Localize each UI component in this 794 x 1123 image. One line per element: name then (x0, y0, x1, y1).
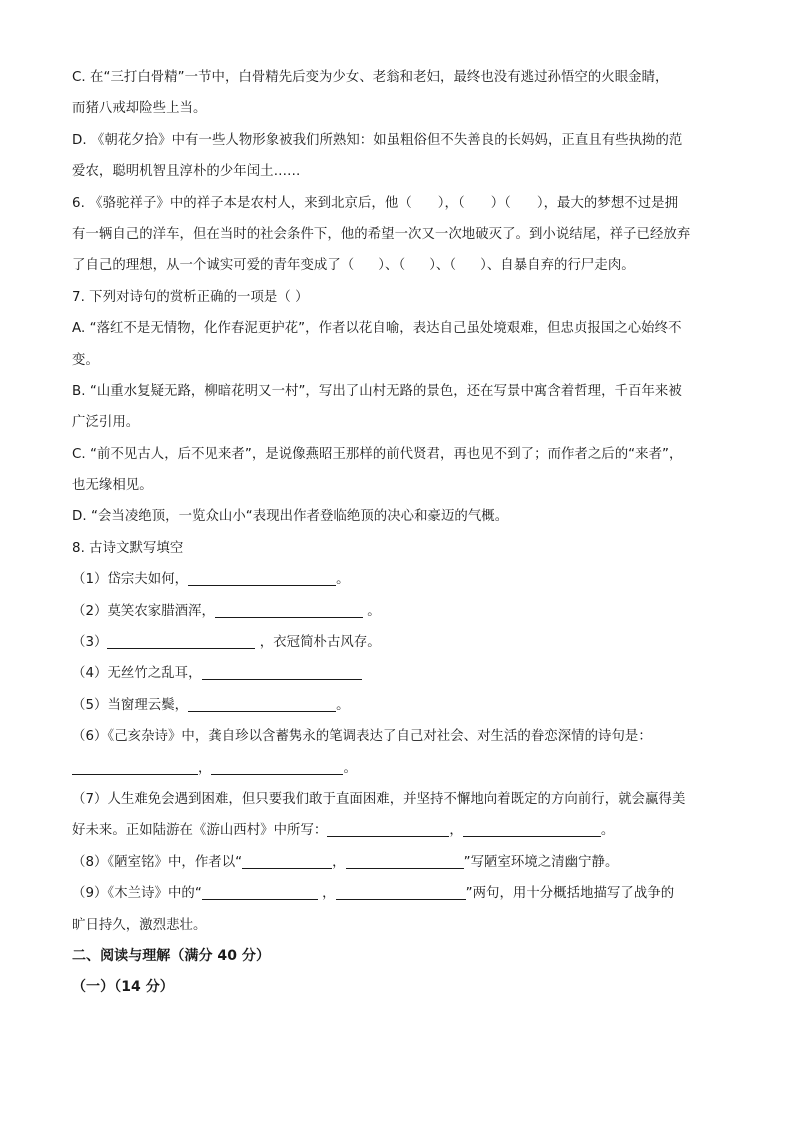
fill-item-6-line1: （6）《己亥杂诗》中，龚自珍以含蓄隽永的笔调表达了自己对社会、对生活的眷恋深情的诗句是： (72, 729, 652, 745)
option-d-line2: 爱农，聪明机智且淳朴的少年闰土…… (72, 164, 301, 180)
option-c-line2: 而猪八戒却险些上当。 (72, 101, 207, 117)
option-7d-line1: D. “会当凌绝顶，一览众山小“表现出作者登临绝顶的决心和豪迈的气概。 (72, 509, 509, 525)
question-6-line1: 6. 《骆驼祥子》中的祥子本是农村人，来到北京后，他（ ），（ ）（ ），最大的梦想不过是拥 (72, 195, 679, 211)
answer-blank[interactable] (346, 854, 464, 869)
question-8-title: 8. 古诗文默写填空 (72, 540, 184, 556)
fill-item-9-line2: 旷日持久，激烈悲壮。 (72, 917, 207, 933)
option-7b-line2: 广泛引用。 (72, 415, 140, 431)
answer-blank[interactable] (188, 571, 336, 586)
fill-item-7-line2: 好未来。正如陆游在《游山西村》中所写： ， 。 (72, 823, 615, 839)
option-d-line1: D. 《朝花夕拾》中有一些人物形象被我们所熟知：如虽粗俗但不失善良的长妈妈，正直且有些执拗的范 (72, 132, 683, 148)
fill-item-9-line1: （9）《木兰诗》中的“ ， ”两句，用十分概括地描写了战争的 (72, 886, 675, 902)
question-6-line2: 有一辆自己的洋车，但在当时的社会条件下，他的希望一次又一次地破灭了。到小说结尾，祥子已经放弃 (72, 226, 691, 242)
option-7a-line1: A. “落红不是无情物，化作春泥更护花”，作者以花自喻，表达自己虽处境艰难，但忠贞报国之心始终不 (72, 321, 682, 337)
question-6-line3: 了自己的理想，从一个诚实可爱的青年变成了（ ）、（ ）、（ ）、自暴自弃的行尸走肉。 (72, 258, 635, 274)
answer-blank[interactable] (215, 603, 363, 618)
answer-blank[interactable] (107, 634, 255, 649)
section-2-title: 二、阅读与理解（满分 40 分） (72, 947, 271, 964)
exam-page (72, 62, 722, 1004)
fill-item-8: （8）《陋室铭》中，作者以“ ， ”写陋室环境之清幽宁静。 (72, 854, 619, 870)
option-7c-line2: 也无缘相见。 (72, 478, 153, 494)
question-7-stem: 7. 下列对诗句的赏析正确的一项是（ ） (72, 289, 309, 305)
fill-item-4: （4）无丝竹之乱耳， (72, 658, 722, 689)
answer-blank[interactable] (72, 760, 198, 775)
fill-item-1: （1）岱宗夫如何， 。 (72, 572, 350, 588)
fill-item-6-line2: ， 。 (72, 753, 722, 784)
answer-blank[interactable] (188, 697, 336, 712)
answer-blank[interactable] (336, 885, 466, 900)
option-c-line1: C. 在“三打白骨精”一节中，白骨精先后变为少女、老翁和老妇，最终也没有逃过孙悟空的火眼金睛， (72, 70, 669, 85)
option-7c-line1: C. “前不见古人，后不见来者”，是说像燕昭王那样的前代贤君，再也见不到了；而作者之后的“来者”， (72, 446, 683, 462)
answer-blank[interactable] (327, 822, 449, 837)
option-7b-line1: B. “山重水复疑无路，柳暗花明又一村”，写出了山村无路的景色，还在写景中寓含着哲理，千百年来被 (72, 383, 682, 399)
answer-blank[interactable] (242, 854, 332, 869)
answer-blank[interactable] (202, 885, 318, 900)
fill-item-7-line1: （7）人生难免会遇到困难，但只要我们敢于直面困难，并坚持不懈地向着既定的方向前行，就会赢得美 (72, 791, 686, 807)
answer-blank[interactable] (202, 665, 362, 680)
fill-item-5: （5）当窗理云鬓， 。 (72, 697, 350, 713)
fill-item-3: （3） ，衣冠简朴古风存。 (72, 635, 381, 651)
answer-blank[interactable] (211, 760, 343, 775)
answer-blank[interactable] (463, 822, 601, 837)
option-7a-line2: 变。 (72, 352, 99, 368)
fill-item-2: （2）莫笑农家腊酒浑， 。 (72, 603, 381, 619)
section-2-subtitle: （一）（14 分） (72, 979, 174, 996)
